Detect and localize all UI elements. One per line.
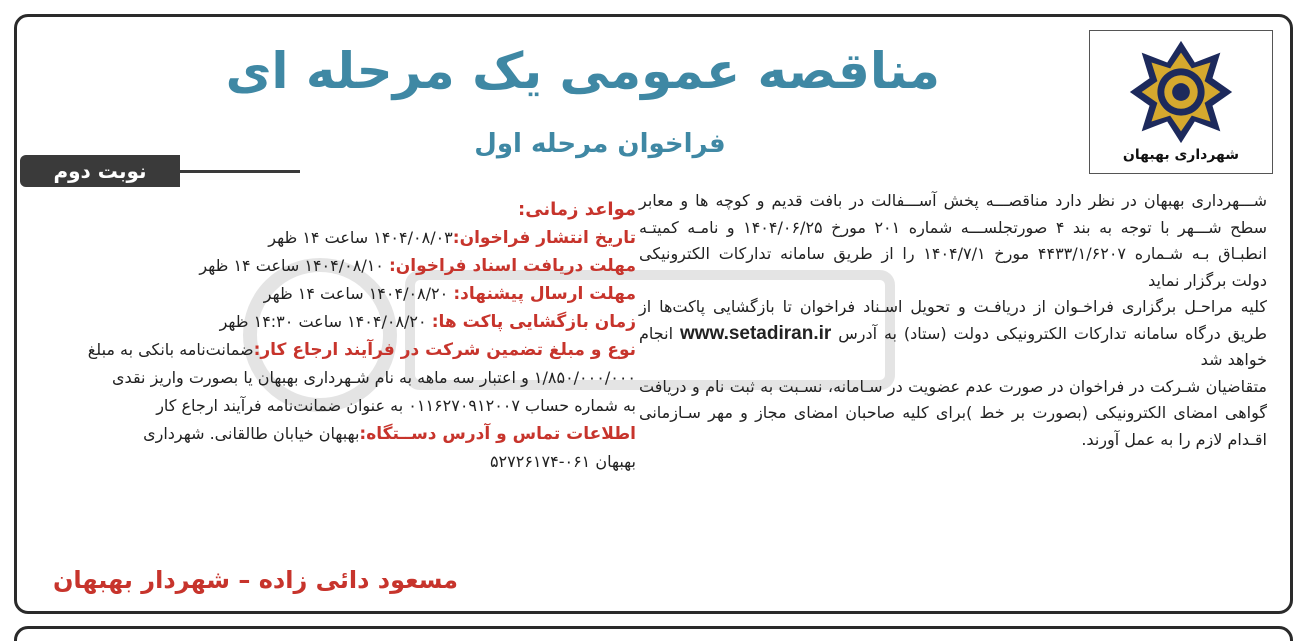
opening-time-value: ۱۴۰۴/۰۸/۲۰ ساعت ۱۴:۳۰ ظهر	[219, 312, 432, 331]
signature-text: مسعود دائی زاده – شهردار بهبهان	[52, 566, 458, 594]
contact-row	[38, 420, 636, 448]
submit-deadline-value: ۱۴۰۴/۰۸/۲۰ ساعت ۱۴ ظهر	[263, 284, 454, 303]
body-paragraph-2-start: کلیه مراحـل برگزاری فراخـوان از دریافـت و تحویل اسـناد فراخوان تا بازگشایی پاکت‌ها از طریق درگاه سامانه تدارکات الکترونیکی دولت (ستاد) به آدرس	[639, 297, 1268, 343]
signature-block	[38, 562, 458, 598]
round-badge: نوبت دوم	[20, 155, 180, 187]
municipality-logo	[1089, 30, 1273, 174]
submit-deadline-label: مهلت ارسال پیشنهاد:	[453, 284, 636, 304]
opening-time-label: زمان بازگشایی پاکت ها:	[431, 312, 636, 332]
submit-deadline-row	[38, 280, 636, 308]
guarantee-line-1: ضمانت‌نامه بانکی به مبلغ	[87, 340, 254, 359]
publish-date-label: تاریخ انتشار فراخوان:	[452, 228, 636, 248]
next-notice-frame	[14, 626, 1293, 641]
contact-label: اطلاعات تماس و آدرس دســتگاه:	[359, 424, 636, 444]
contact-line-1: بهبهان خیابان طالقانی. شهرداری	[143, 424, 360, 443]
receive-deadline-value: ۱۴۰۴/۰۸/۱۰ ساعت ۱۴ ظهر	[199, 256, 389, 275]
setad-url-link[interactable]: www.setadiran.ir	[679, 322, 832, 344]
guarantee-line-3: به شماره حساب ۰۱۱۶۲۷۰۹۱۲۰۰۷ به عنوان ضمانت‌نامه فرآیند ارجاع کار	[156, 396, 636, 415]
schedule-heading: مواعد زمانی:	[518, 199, 636, 220]
municipality-emblem-icon	[1122, 37, 1240, 147]
publish-date-value: ۱۴۰۴/۰۸/۰۳ ساعت ۱۴ ظهر	[268, 228, 453, 247]
body-paragraph-2	[639, 294, 1267, 374]
opening-time-row	[38, 308, 636, 336]
logo-caption: شهرداری بهبهان	[1122, 147, 1240, 163]
receive-deadline-label: مهلت دریافت اسناد فراخوان:	[388, 256, 636, 276]
guarantee-row	[38, 336, 636, 364]
page-subtitle: فراخوان مرحله اول	[474, 129, 726, 159]
receive-deadline-row	[38, 252, 636, 280]
contact-line-2: بهبهان ۰۶۱-۵۲۷۲۶۱۷۴	[489, 452, 636, 471]
guarantee-label: نوع و مبلغ تضمین شرکت در فرآیند ارجاع کار:	[253, 340, 636, 360]
body-paragraph-2-end: انجام خواهد شد	[639, 323, 1267, 369]
badge-divider	[180, 170, 300, 173]
schedule-section	[38, 196, 636, 476]
publish-date-row	[38, 224, 636, 252]
body-paragraph-3: متقاضیان شـرکت در فراخوان در صورت عدم عضویت در سـامانه، نسـبت به ثبت نام و دریافت گواهی امضای الکترونیکی (بصورت بر خط )برای کلیه صاحبان امضای مجاز و مهر سـازمانی اقـدام لازم را به عمل آورند.	[639, 376, 1267, 449]
notice-body	[639, 188, 1267, 453]
body-paragraph-1: شـــهرداری بهبهان در نظر دارد مناقصـــه پخش آســـفالت در بافت قدیم و کوچه ها و معابر سطح شـــهر با توجه به بند ۴ صورتجلســـه شماره ۲۰۱ مورخ ۱۴۰۴/۰۶/۲۵ و نامـه کمیتـه انطبـاق بـه شـماره ۴۴۳۳/۱/۶۲۰۷ مورخ ۱۴۰۴/۷/۱ را از طریق سامانه تدارکات الکترونیکی دولت برگزار نماید	[639, 191, 1268, 290]
page-title: مناقصه عمومی یک مرحله ای	[225, 42, 940, 100]
guarantee-line-2: ۱/۸۵۰/۰۰۰/۰۰۰ و اعتبار سه ماهه به نام شـهرداری بهبهان یا بصورت واریز نقدی	[112, 368, 636, 387]
